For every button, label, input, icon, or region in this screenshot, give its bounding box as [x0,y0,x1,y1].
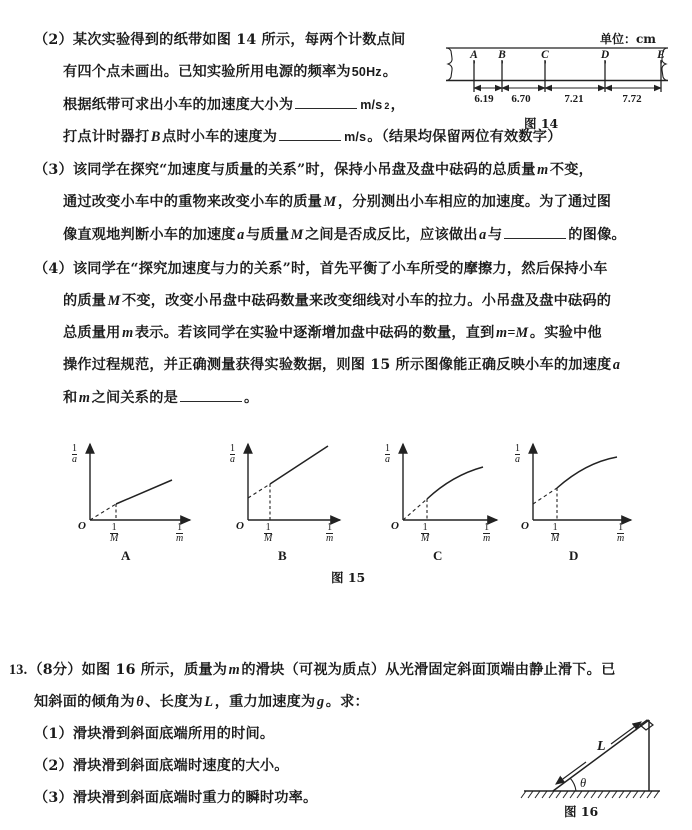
part4-var-a: a [612,357,621,373]
part4-var-M: M [107,293,121,309]
q13-var-L: L [204,694,214,710]
part2-line3-end: ， [390,97,405,113]
graph-A-x-axis-label: $\frac{1}{m}$ [176,522,184,545]
figure-16-svg [494,702,689,807]
part2-line2-text: 有四个点未画出。已知实验所用电源的频率为 [63,64,351,80]
figure-16-caption: 图 16 [564,804,599,819]
tape-distance-CD: 7.21 [564,93,584,105]
tape-point-D: D [600,49,610,61]
graph-D-origin-label: O [521,520,529,532]
question-13-line2 [34,695,369,709]
question-12-part-2-line4 [63,129,562,144]
tape-distance-BC: 6.70 [511,93,531,105]
q13-item-2-text: （2）滑块滑到斜面底端时速度的大小。 [34,758,289,774]
q13-var-g: g [316,694,325,710]
part2-line4-b: 点时小车的速度为 [162,129,278,145]
unit-ms2: m/s [360,98,383,112]
part4-line3-a: 总质量用 [63,325,121,341]
figure-14-tape-diagram [432,30,682,131]
answer-blank-acceleration[interactable] [295,97,357,109]
q13-score: （8分） [28,662,82,678]
part4-line5-a: 和 [63,390,78,406]
question-12-part-2-line3 [63,97,405,112]
unit-ms2-exponent: 2 [384,101,390,111]
part3-var-M2: M [290,227,304,243]
part4-line3-b: 表示。若该同学在实验中逐渐增加盘中砝码的数量，直到 [134,325,495,341]
graph-C-origin-label: O [391,520,399,532]
figure-15-graph-B [220,432,370,563]
answer-blank-graph-choice[interactable] [180,390,242,402]
figure-15-graph-A [62,432,212,563]
graph-C-x-axis-label: $\frac{1}{m}$ [483,522,491,545]
question-13 [8,663,615,677]
graph-C-letter: C [433,548,443,563]
question-13-item-2 [34,759,289,773]
part3-line3-b: 与质量 [245,227,290,243]
graph-B-dashed-extension [248,484,270,498]
figure-14-unit-label: 单位：cm [600,32,657,46]
part3-line3-d: 与 [487,227,503,243]
part3-line1-a: 该同学在探究“加速度与质量的关系”时，保持小吊盘及盘中砝码的总质量 [72,162,536,178]
graph-A-y-axis-label: $\frac{1}{a}$ [72,443,77,466]
figure-16-angle-arc [570,778,576,791]
graph-B-x-axis-label: $\frac{1}{m}$ [326,522,334,545]
question-12-part-2-line2 [63,65,397,79]
tape-point-C: C [541,49,549,61]
question-12-part-3 [34,163,593,177]
graph-A-x-tick-label: $\frac{1}{M}$ [110,522,119,545]
figure-16-length-arrow-upper [611,722,641,744]
part3-line3-e: 的图像。 [568,227,626,243]
part4-line4-a: 操作过程规范，并正确测量获得实验数据，则图 15 所示图像能正确反映小车的加速度 [63,357,612,373]
q13-line2-b: 、长度为 [145,694,203,710]
part2-label: （2） [34,32,73,48]
figure-16-incline-diagram [494,702,689,819]
question-12-part-4-line5 [63,390,258,405]
graph-C-x-tick-label: $\frac{1}{M}$ [421,522,430,545]
graph-B-letter: B [278,548,287,563]
answer-blank-velocity[interactable] [279,129,341,141]
graph-B-y-axis-label: $\frac{1}{a}$ [230,443,235,466]
graph-D-letter: D [569,548,579,563]
part3-var-m: m [537,162,549,178]
part4-line5-end: 。 [243,390,259,406]
q13-item-1-text: （1）滑块滑到斜面底端所用的时间。 [34,726,275,742]
part2-line4-a: 打点计时器打 [63,129,150,145]
part4-line3-c: 。实验中他 [529,325,602,341]
graph-D-y-axis-label: $\frac{1}{a}$ [515,443,520,466]
q13-line2-a: 知斜面的倾角为 [34,694,135,710]
part4-label: （4） [34,261,73,277]
q13-number: 13. [9,662,28,678]
graph-B-x-tick-label: $\frac{1}{M}$ [264,522,273,545]
part3-label: （3） [34,162,73,178]
figure-15-caption: 图 15 [331,570,366,585]
graph-D-data-curve [557,457,617,488]
part3-var-M: M [323,194,337,210]
question-12-part-4-line2 [63,294,611,308]
part3-line1-b: 不变， [549,162,594,178]
question-13-item-3 [34,791,317,805]
question-12-part-3-line2 [63,195,611,209]
point-b-variable: B [150,129,161,145]
figure-15-graph-D [505,432,665,563]
graph-A-data-line [116,480,172,504]
graph-C-data-curve [427,467,483,499]
part4-line2-b: 不变，改变小吊盘中砝码数量来改变细线对小车的拉力。小吊盘及盘中砝码的 [122,293,612,309]
graph-A-dashed-extension [90,504,116,520]
part4-line2-a: 的质量 [63,293,107,309]
part3-line2-a: 通过改变小车中的重物来改变小车的质量 [63,194,322,210]
part3-var-a2: a [479,227,487,243]
part4-line1: 该同学在“探究加速度与力的关系”时，首先平衡了小车所受的摩擦力，然后保持小车 [72,261,608,277]
tape-point-B: B [498,49,506,61]
graph-D-svg [505,432,665,545]
graph-D-x-axis-label: $\frac{1}{m}$ [617,522,625,545]
question-12-part-4-line3 [63,326,602,340]
q13-line1-a: 如图 16 所示，质量为 [81,662,228,678]
q13-line2-d: 。求： [325,694,369,710]
part4-equation-m-equals-M: m=M [496,325,529,341]
part4-var-m: m [122,325,134,341]
part2-line2-end: 。 [382,64,398,80]
q13-item-3-text: （3）滑块滑到斜面底端时重力的瞬时功率。 [34,790,318,806]
graph-B-data-line [270,446,328,484]
figure-16-incline-surface [553,720,649,791]
figure-16-angle-label: θ [580,776,587,790]
graph-C-y-axis-label: $\frac{1}{a}$ [385,443,390,466]
graph-C-dashed-extension [403,499,427,520]
q13-line2-c: ，重力加速度为 [214,694,316,710]
graph-A-origin-label: O [78,520,86,532]
figure-14-caption: 图 14 [524,116,559,131]
graph-D-x-tick-label: $\frac{1}{M}$ [551,522,560,545]
part2-line4-end: 。（结果均保留两位有效数字） [367,129,562,145]
question-12-part-3-line3 [63,227,626,242]
part3-var-a1: a [237,227,245,243]
tape-distance-DE: 7.72 [622,93,642,105]
q13-var-m: m [228,662,240,678]
part3-line3-a: 像直观地判断小车的加速度 [63,227,236,243]
part4-line5-b: 之间关系的是 [91,390,178,406]
part4-var-m2: m [78,390,91,406]
part3-line2-b: ，分别测出小车相应的加速度。为了通过图 [337,194,612,210]
q13-line1-b: 的滑块（可视为质点）从光滑固定斜面顶端由静止滑下。已 [241,662,616,678]
question-12-part-4 [34,262,608,276]
answer-blank-graph-variable[interactable] [504,227,566,239]
part3-line3-c: 之间是否成反比，应该做出 [304,227,478,243]
q13-var-theta: θ [136,694,144,710]
part2-line3-text: 根据纸带可求出小车的加速度大小为 [63,97,294,113]
frequency-value: 50Hz [351,65,382,79]
question-12-part-2 [34,33,405,61]
graph-D-dashed-extension [533,488,557,504]
figure-16-length-label: L [597,739,606,754]
graph-B-origin-label: O [236,520,244,532]
unit-ms: m/s [344,130,367,144]
figure-15-graph-C [375,432,525,563]
graph-A-letter: A [121,548,131,563]
question-12-part-4-line4 [63,358,622,372]
tape-point-E: E [657,49,665,61]
tape-distance-AB: 6.19 [474,93,494,105]
tape-point-A: A [470,49,478,61]
question-13-item-1 [34,727,274,741]
part2-line1: 某次实验得到的纸带如图 14 所示，每两个计数点间 [72,32,406,48]
